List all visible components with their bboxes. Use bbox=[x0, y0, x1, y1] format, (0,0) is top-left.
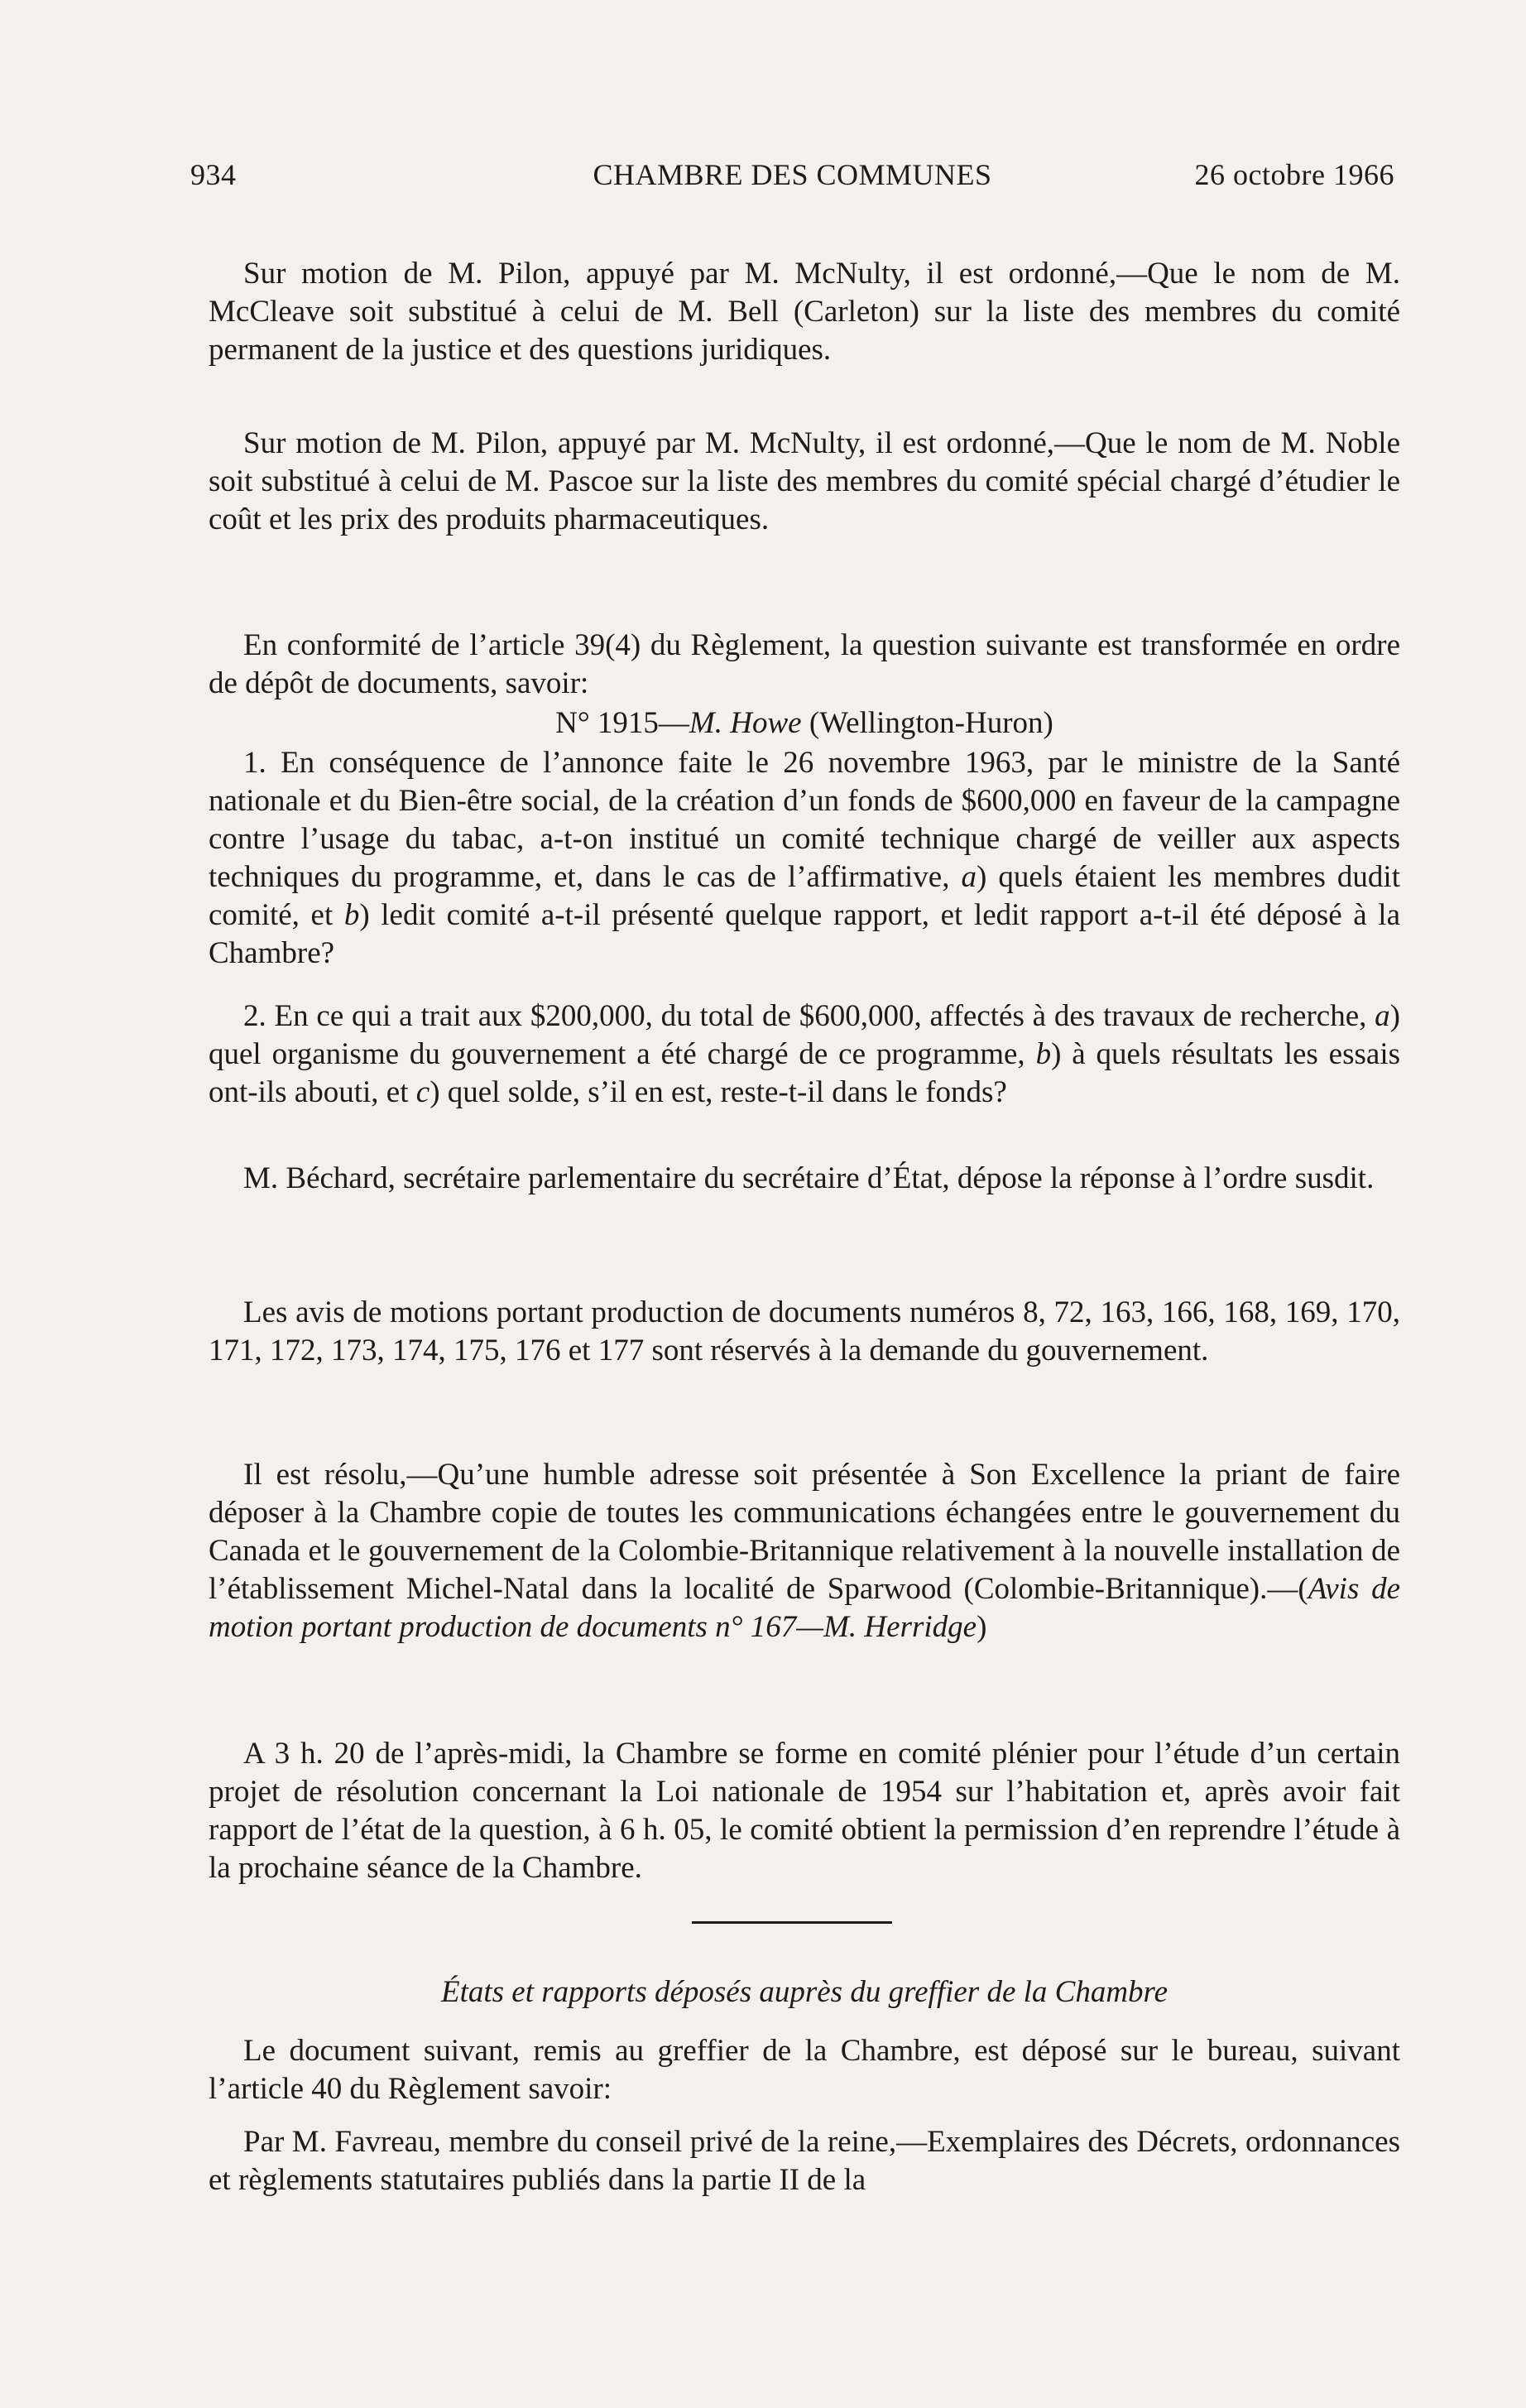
question-heading bbox=[209, 704, 1400, 743]
paragraph-favreau: Par M. Favreau, membre du conseil privé de la reine,—Exemplaires des Décrets, ordonnances et règlements statutaires publiés dans la partie II de la bbox=[209, 2125, 1400, 2197]
paragraph-bechard: M. Béchard, secrétaire parlementaire du secrétaire d’État, dépose la réponse à l’ordre susdit. bbox=[243, 1161, 1375, 1195]
page-number: 934 bbox=[190, 158, 237, 191]
question-number: N° 1915— bbox=[555, 706, 689, 740]
question-riding: (Wellington-Huron) bbox=[801, 706, 1053, 740]
question-member: M. Howe bbox=[689, 706, 802, 740]
paragraph-adresse-resolue: Il est résolu,—Qu’une humble adresse soit présentée à Son Excellence la priant de faire déposer à la Chambre copie de toutes les communications échangées entre le gouvernement du Canada et le gouvernement de la Colombie-Britannique relativement à la nouvelle installation de l’établissement Michel-Natal dans la localité de Sparwood (Colombie-Britannique).—(Avis de motion portant production de documents n° 167—M. Herridge) bbox=[209, 1458, 1400, 1644]
section-divider bbox=[692, 1921, 892, 1924]
section-heading: États et rapports déposés auprès du greffier de la Chambre bbox=[440, 1975, 1168, 2009]
paragraph-article-39: En conformité de l’article 39(4) du Règlement, la question suivante est transformée en ordre de dépôt de documents, savoir: bbox=[209, 628, 1400, 700]
question-part-1: 1. En conséquence de l’annonce faite le 26 novembre 1963, par le ministre de la Santé nationale et du Bien-être social, de la création d’un fonds de $600,000 en faveur de la campagne contre l’usage du tabac, a-t-on institué un comité technique chargé de veiller aux aspects techniques du programme, et, dans le cas de l’affirmative, a) quels étaient les membres dudit comité, et b) ledit comité a-t-il présenté quelque rapport, et ledit rapport a-t-il été déposé à la Chambre? bbox=[209, 746, 1400, 970]
question-part-2: 2. En ce qui a trait aux $200,000, du total de $600,000, affectés à des travaux de recherche, a) quel organisme du gouvernement a été chargé de ce programme, b) à quels résultats les essais ont-ils abouti, et c) quel solde, s’il en est, reste-t-il dans le fonds? bbox=[209, 999, 1400, 1109]
page-title: CHAMBRE DES COMMUNES bbox=[593, 158, 992, 191]
paragraph-comite-plenier: A 3 h. 20 de l’après-midi, la Chambre se forme en comité plénier pour l’étude d’un certain projet de résolution concernant la Loi nationale de 1954 sur l’habitation et, après avoir fait rapport de l’état de la question, à 6 h. 05, le comité obtient la permission d’en reprendre l’étude à la prochaine séance de la Chambre. bbox=[209, 1737, 1400, 1885]
paragraph-avis-motions: Les avis de motions portant production de documents numéros 8, 72, 163, 166, 168, 169, 170, 171, 172, 173, 174, 175, 176 et 177 sont réservés à la demande du gouvernement. bbox=[209, 1295, 1400, 1367]
page-header bbox=[190, 157, 1394, 199]
paragraph-motion-mccleave: Sur motion de M. Pilon, appuyé par M. McNulty, il est ordonné,—Que le nom de M. McCleave soit substitué à celui de M. Bell (Carleton) sur la liste des membres du comité permanent de la justice et des questions juridiques. bbox=[209, 257, 1400, 367]
paragraph-motion-noble: Sur motion de M. Pilon, appuyé par M. McNulty, il est ordonné,—Que le nom de M. Noble soit substitué à celui de M. Pascoe sur la liste des membres du comité spécial chargé d’étudier le coût et les prix des produits pharmaceutiques. bbox=[209, 426, 1400, 536]
paragraph-document-depose: Le document suivant, remis au greffier de la Chambre, est déposé sur le bureau, suivant l’article 40 du Règlement savoir: bbox=[209, 2034, 1400, 2106]
page-date: 26 octobre 1966 bbox=[1194, 158, 1394, 191]
